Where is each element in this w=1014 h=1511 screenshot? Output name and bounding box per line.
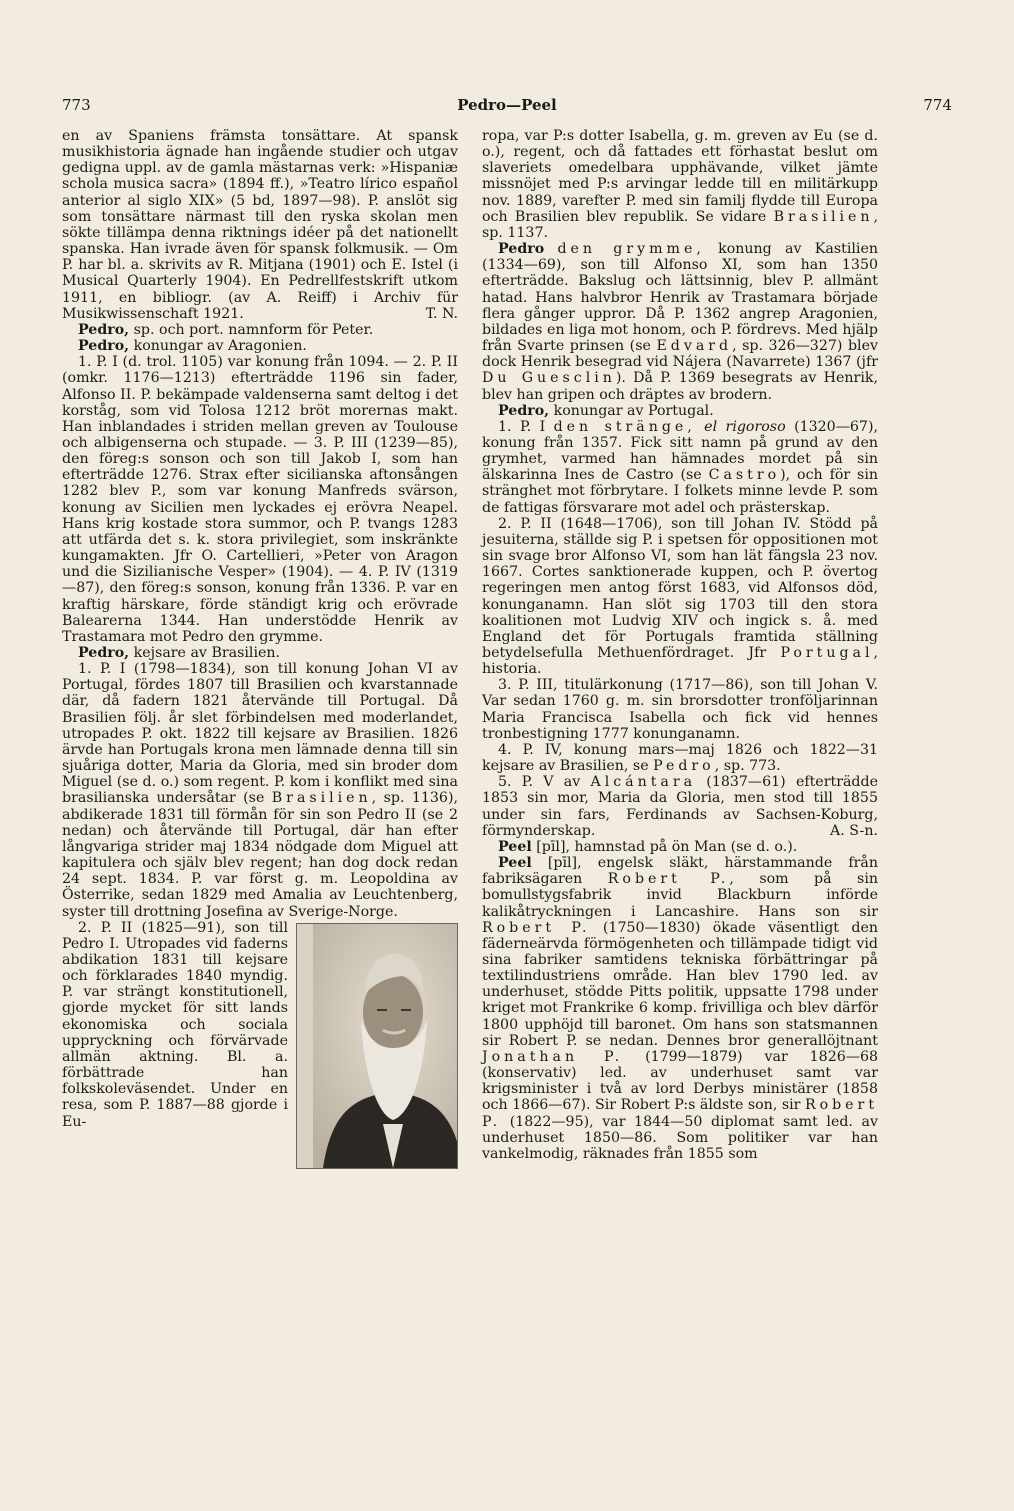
entry-peel-town: Peel [pīl], hamnstad på ön Man (se d. o.). [498,838,798,855]
left-column [62,128,458,1171]
entry-pedro-name: Pedro, sp. och port. namnform för Peter. [78,321,374,338]
paragraph-portugal-pedro-v: 5. P. V av Alcántara (1837—61) efterträdde 1853 sin mor, Maria da Gloria, men stod till 1855 under sin fars, Ferdinands av Sachsen-Koburg, förmynderskap. A. S-n. [482,774,878,839]
signature: T. N. [425,305,458,322]
paragraph-pedrell-end: en av Spaniens främsta tonsättare. At spansk musikhistoria ägnade han ingående studier och utgav gedigna uppl. av de gamla mästarnas verk: »Hispaniæ schola musica sacra» (1894 ff.), »Teatro lírico español anterior al siglo XIX» (5 bd, 1897—98). P. anslöt sig som tonsättare närmast till den ryska skolan men sökte tillämpa denna riktnings idéer på det nationellt spanska. Han ivrade även för spansk folkmusik. — Om P. har bl. a. skrivits av R. Mitjana (1901) och E. Istel (i Musical Quarterly 1904). En Pedrellfestskrift utkom 1911, en bibliogr. (av A. Reiff) i Archiv für Musikwissenschaft 1921. T. N. [62,128,458,322]
page-number-right: 774 [923,96,952,114]
entry-peel-family: Peel [pīl], engelsk släkt, härstammande från fabriksägaren Robert P., som på sin bomullstygsfabrik invid Blackburn införde kalikåtryckningen i Lancashire. Hans son sir Robert P. (1750—1830) ökade väsentligt den fäderneärvda förmögenheten och tillämpade tidigt vid sina fabriker samtidens tekniska förbättringar på textilindustriens område. Han blev 1790 led. av underhuset, stödde Pitts politik, uppsatte 1798 under kriget mot Frankrike 6 komp. frivilliga och blev därför 1800 upphöjd till baronet. Om hans son statsmannen sir Robert P. se nedan. Dennes bror generallöjtnant Jonathan P. (1799—1879) var 1826—68 (konservativ) led. av underhuset samt var krigsminister i två av lord Derbys ministärer (1858 och 1866—67). Sir Robert P:s äldste son, sir Robert P. (1822—95), var 1844—50 diplomat samt led. av underhuset 1850—86. Som politiker var han vankelmodig, räknades från 1855 som [482,855,879,1162]
entry-pedro-aragon: Pedro, konungar av Aragonien. [78,338,307,355]
signature: A. S-n. [830,822,878,839]
paragraph-pedro-i: 1. P. I (1798—1834), son till konung Johan VI av Portugal, fördes 1807 till Brasilien och kvarstannade där, då fadern 1821 återvände till Portugal. Då Brasilien följ. år slet förbindelsen med moderlandet, utropades P. okt. 1822 till kejsare av Brasilien. 1826 ärvde han Portugals krona men lämnade denna till sin sjuåriga dotter, Maria da Gloria, med sin broder dom Miguel (se d. o.) som regent. P. kom i konflikt med sina brasilianska undersåtar (se Brasilien, sp. 1136), abdikerade 1831 till förmån för sin son Pedro II (se 2 nedan) och återvände till Portugal, där han efter långvariga strider maj 1834 nödgade dom Miguel att kapitulera och själv blev regent; han dog dock redan 24 sept. 1834. P. var först g. m. Leopoldina av Österrike, sedan 1829 med Amalia av Leuchtenberg, syster till drottning Josefina av Sverige-Norge. [62,661,458,920]
paragraph-portugal-pedro-iii: 3. P. III, titulärkonung (1717—86), son till Johan V. Var sedan 1760 g. m. sin brorsdotter tronföljarinnan Maria Francisca Isabella och fick vid hennes tronbestigning 1777 konunganamn. [482,677,878,742]
running-title: Pedro—Peel [457,96,557,114]
entry-pedro-brazil: Pedro, kejsare av Brasilien. [78,645,281,661]
paragraph-pedro-ii: 2. P. II (1825—91), son till Pedro I. Utropades vid faderns abdikation 1831 till kejsare och förklarades 1840 myndig. P. var strängt konstitutionell, gjorde mycket för sitt lands ekonomiska och sociala uppryckning och förvärvade allmän aktning. Bl. a. förbättrade han folkskoleväsendet. Under en resa, som P. 1887—88 gjorde i Eu- [62,920,458,1130]
entry-pedro-portugal: Pedro, konungar av Portugal. [498,402,714,419]
portrait-pedro-ii [296,923,458,1169]
paragraph-portugal-pedro-ii: 2. P. II (1648—1706), son till Johan IV. Stödd på jesuiterna, ställde sig P. i spetsen för oppositionen mot sin svage bror Alfonso VI, som han lät fängsla 23 nov. 1667. Cortes sanktionerade kuppen, och P. övertog regeringen men antog först 1683, vid Alfonsos död, konunganamn. Han slöt sig 1703 till den stora koalitionen mot Ludvig XIV och ingick s. å. med England det för Portugals framtida ställning betydelsefulla Methuenfördraget. Jfr Portugal, historia. [482,515,878,678]
paragraph-portugal-pedro-i: 1. P. I den stränge, el rigoroso (1320—67), konung från 1357. Fick sitt namn på grund av den grymhet, varmed han hämnades mordet på sin älskarinna Ines de Castro (se Castro), och för sin stränghet mot förbrytare. I folkets minne levde P. som de fattigas försvarare mot adel och prästerskap. [482,418,879,516]
entry-pedro-den-grymme: Pedro den grymme, konung av Kastilien (1334—69), son till Alfonso XI, som han 1350 efterträdde. Bakslug och lättsinnig, blev P. allmänt hatad. Hans halvbror Henrik av Trastamara började flera gånger uppror. Då P. 1362 angrep Aragonien, bildades en liga mot honom, och P. fördrevs. Med hjälp från Svarte prinsen (se Edvard, sp. 326—327) blev dock Henrik besegrad vid Nájera (Navarrete) 1367 (jfr Du Guesclin). Då P. 1369 besegrats av Henrik, blev han gripen och dräptes av brodern. [482,241,878,403]
portrait-image [313,924,458,1168]
page-number-left: 773 [62,96,91,114]
paragraph-portugal-pedro-iv: 4. P. IV, konung mars—maj 1826 och 1822—31 kejsare av Brasilien, se Pedro, sp. 773. [482,741,878,775]
paragraph-pedro-ii-cont: ropa, var P:s dotter Isabella, g. m. greven av Eu (se d. o.), regent, och då fattades ett förhastat beslut om slaveriets omedelbara upphävande, vilket jämte missnöjet med P:s arvingar ledde till en militärkupp nov. 1889, varefter P. med sin familj flydde till Europa och Brasilien blev republik. Se vidare Brasilien, sp. 1137. [482,128,878,241]
page-header [62,96,952,120]
paragraph-aragon-kings: 1. P. I (d. trol. 1105) var konung från 1094. — 2. P. II (omkr. 1176—1213) efterträdde 1196 sin fader, Alfonso II. P. bekämpade valdenserna samt deltog i det korståg, som vid Tolosa 1212 bröt morernas makt. Han inblandades i striden mellan greven av Toulouse och albigenserna och stupade. — 3. P. III (1239—85), den föreg:s sonson och son till Jakob I, som han efterträdde 1276. Strax efter sicilianska aftonsången 1282 blev P., som var konung Manfreds svärson, konung av Sicilien men lyckades ej erövra Neapel. Hans krig kostade stora summor, och P. tvangs 1283 att utfärda det s. k. stora privilegiet, som inskränkte kungamakten. Jfr O. Cartellieri, »Peter von Aragon und die Sizilianische Vesper» (1904). — 4. P. IV (1319—87), den föreg:s sonson, konung från 1336. P. var en kraftig härskare, förde ständigt krig och erövrade Balearerna 1344. Han understödde Henrik av Trastamara mot Pedro den grymme. [62,354,458,645]
right-column [482,128,878,1162]
